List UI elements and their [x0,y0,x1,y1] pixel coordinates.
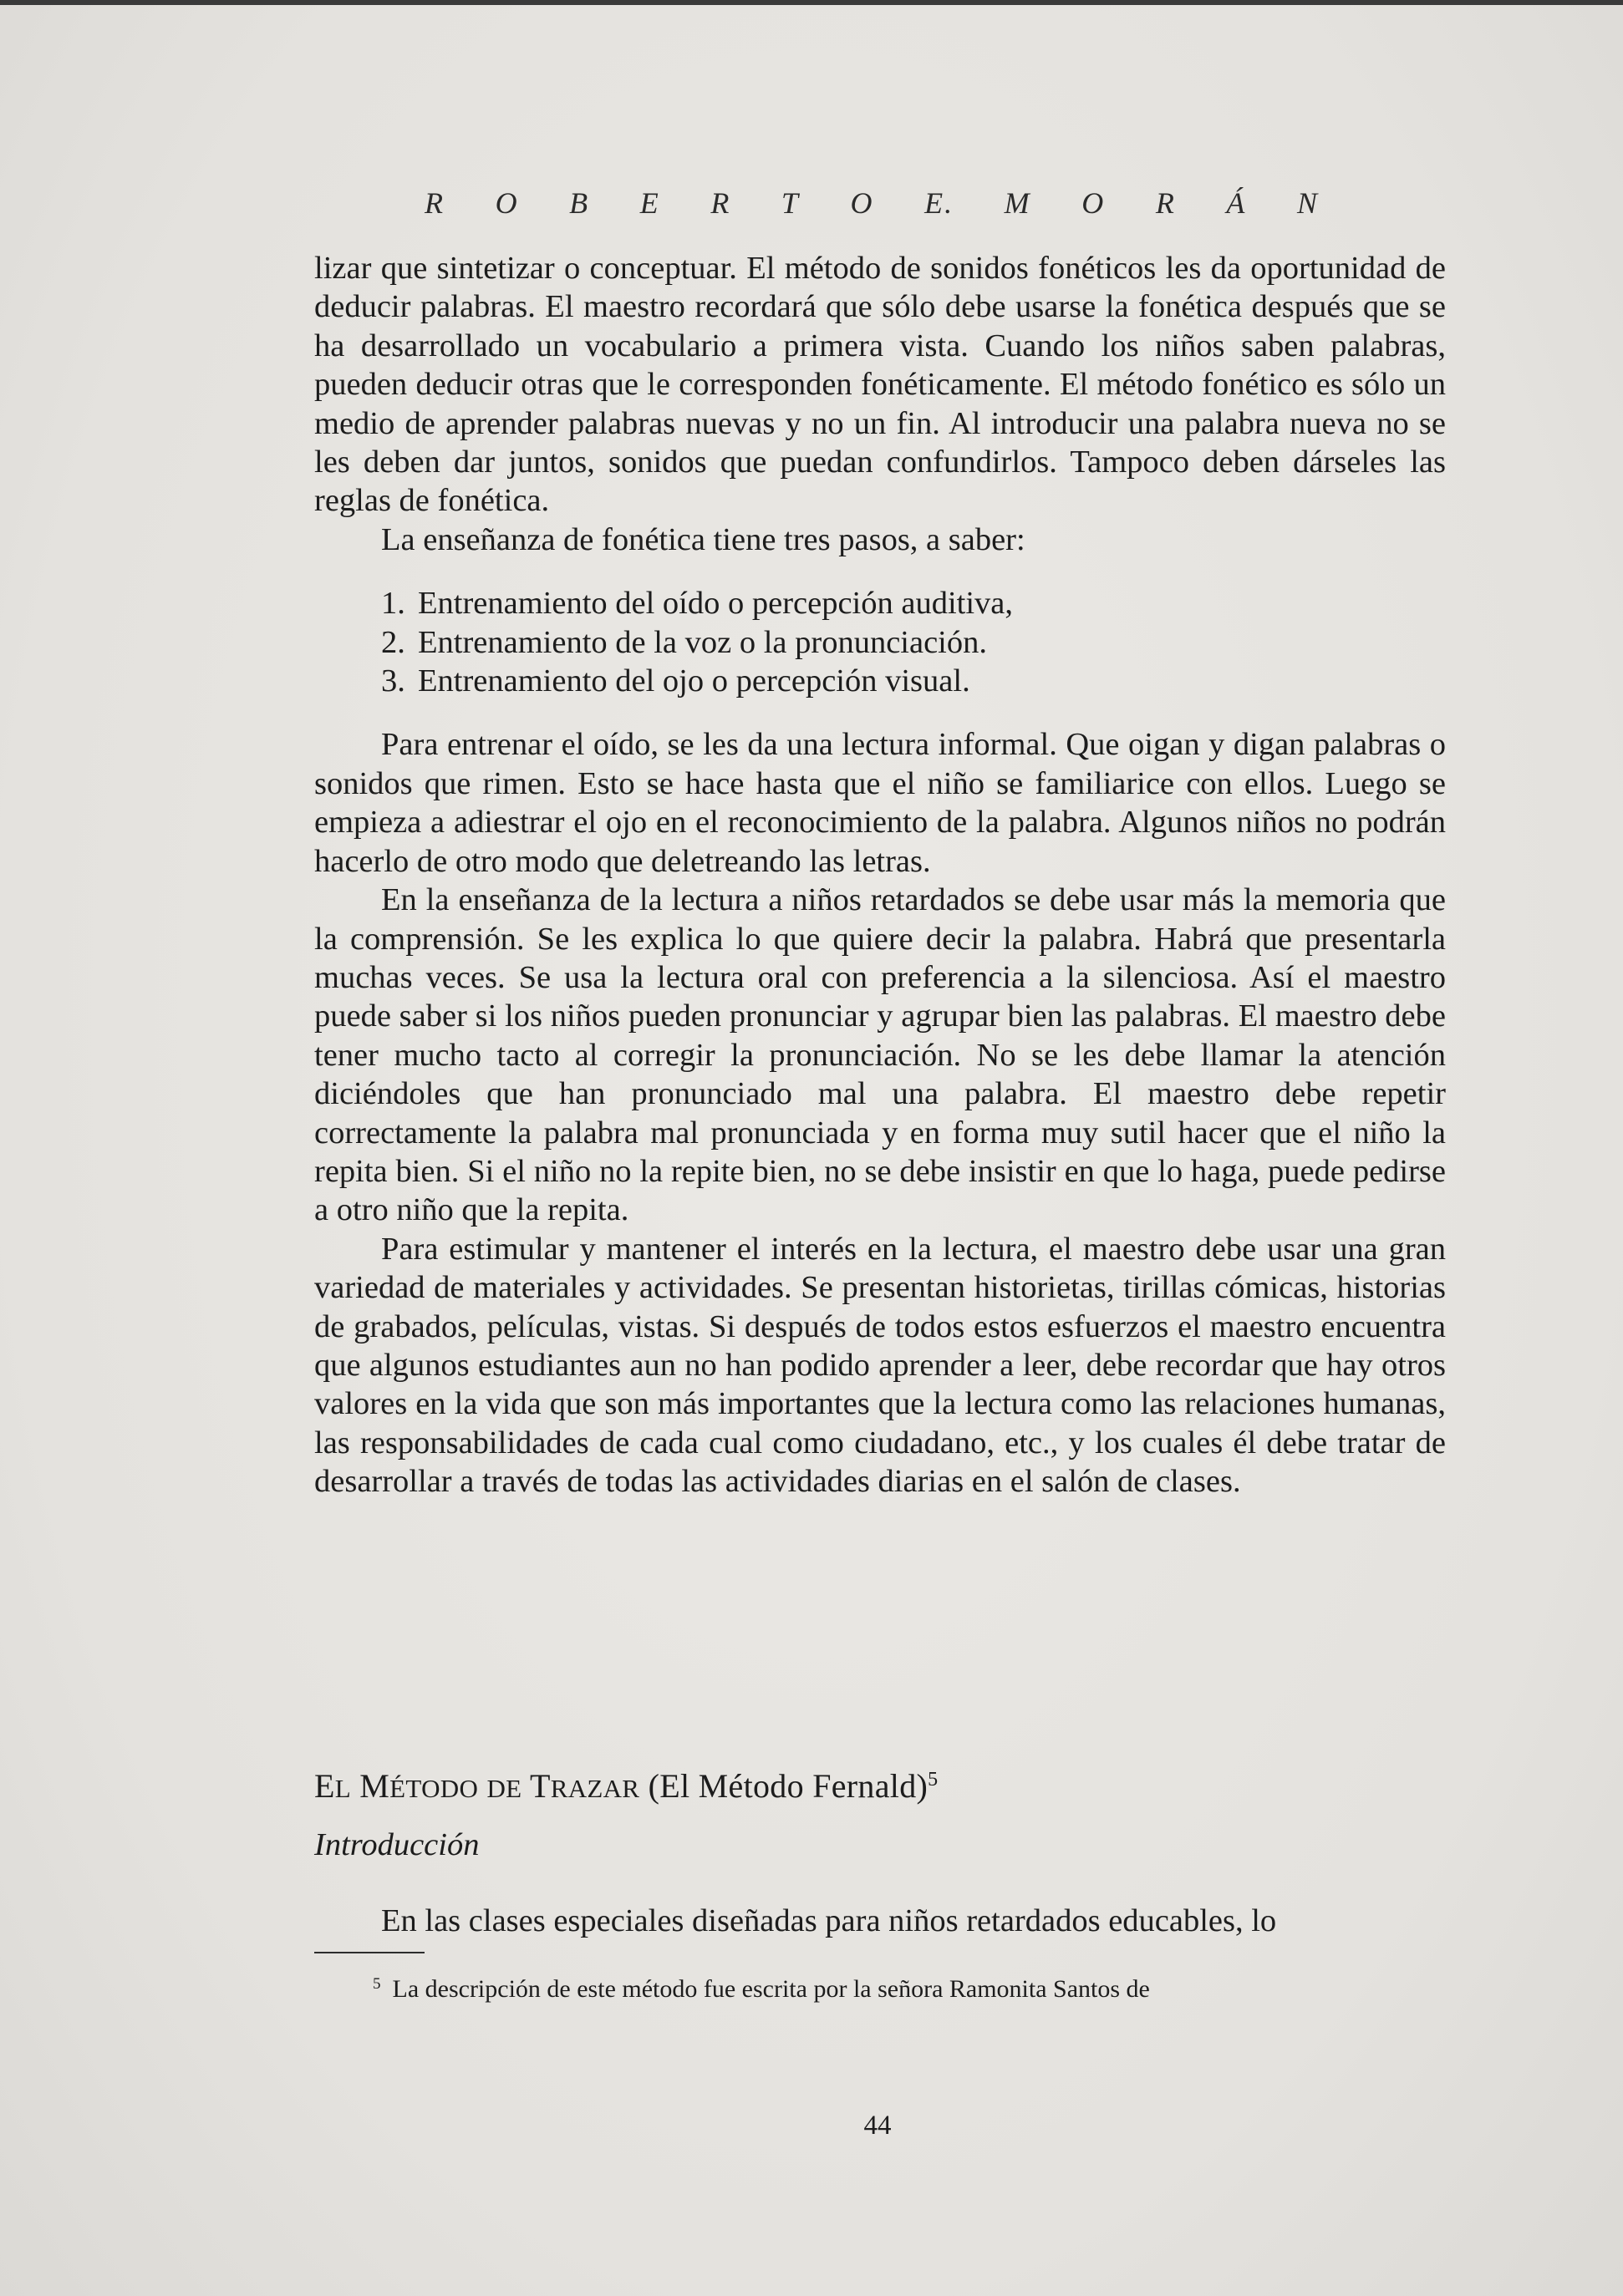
running-head-letter: R [710,186,731,220]
intro-paragraph: En las clases especiales diseñadas para niños retardados educables, lo [381,1903,1277,1938]
list-item-number: 3. [381,663,405,699]
page-number: 44 [863,2111,892,2141]
running-head-letter: R [1155,186,1176,220]
paragraph: Para entrenar el oído, se les da una lectura informal. Que oigan y digan palabras o sonidos que rimen. Esto se hace hasta que el niño se familiarice con ellos. Luego se empieza a adiestrar el ojo en el reconocimiento de la palabra. Algunos niños no podrán hacerlo de otro modo que deletreando las letras. [314,727,1446,879]
list-item-text: Entrenamiento del ojo o percepción visual. [418,663,970,699]
section-heading-paren: (El Método Fernald) [648,1767,929,1805]
footnote-mark: 5 [373,1975,381,1993]
footnote-rule [314,1952,425,1953]
running-head-letter: O [495,186,519,220]
running-head-letter: O [1081,186,1106,220]
section-heading: EL MÉTODO DE TRAZAR (El Método Fernald)$^5$ [314,1767,939,1805]
paragraph: La enseñanza de fonética tiene tres pasos, a saber: [381,521,1025,557]
running-head-letter: N [1296,186,1319,220]
steps-list [381,584,1446,700]
running-head-letter: M [1004,186,1031,220]
subsection-heading: Introducción [314,1827,480,1862]
list-item-text: Entrenamiento del oído o percepción auditiva, [418,586,1014,622]
list-item [381,584,1446,622]
page-top-edge [0,0,1623,5]
running-head-letter: Á [1226,186,1247,220]
running-head-letter: R [425,186,445,220]
paragraph: Para estimular y mantener el interés en la lectura, el maestro debe usar una gran variedad de materiales y actividades. Se presentan historietas, tirillas cómicas, historias de grabados, películas, vistas. Si después de todos estos esfuerzos el maestro encuentra que algunos estudiantes aun no han podido aprender a leer, debe recordar que hay otros valores en la vida que son más importantes que la lectura como las relaciones humanas, las responsabilidades de cada cual como ciudadano, etc., y los cuales él debe tratar de desarrollar a través de todas las actividades diarias en el salón de clases. [314,1231,1446,1500]
running-head-letter: E. [924,186,954,220]
body-text [314,249,1446,1501]
running-head-letter: O [850,186,874,220]
paragraph: En la enseñanza de la lectura a niños retardados se debe usar más la memoria que la comprensión. Se les explica lo que quiere decir la palabra. Habrá que presentarla muchas veces. Se usa la lectura oral con preferencia a la silenciosa. Así el maestro puede saber si los niños pueden pronunciar y agrupar bien las palabras. El maestro debe tener mucho tacto al corregir la pronunciación. No se les debe llamar la atención diciéndoles que han pronunciado mal una palabra. El maestro debe repetir correctamente la palabra mal pronunciada y en forma muy sutil hacer que el niño la repita bien. Si el niño no la repite bien, no se debe insistir en que lo haga, puede pedirse a otro niño que la repita. [314,882,1446,1228]
list-item [381,662,1446,700]
running-head-letter: B [569,186,590,220]
footnote-text: La descripción de este método fue escrita por la señora Ramonita Santos de [392,1975,1150,2003]
footnote-reference: 5 [928,1769,939,1791]
running-head-letter: E [639,186,660,220]
paragraph: lizar que sintetizar o conceptuar. El método de sonidos fonéticos les da oportunidad de deducir palabras. El maestro recordará que sólo debe usarse la fonética después que se ha desarrollado un vocabulario a primera vista. Cuando los niños saben palabras, pueden deducir otras que le corresponden fonéticamente. El método fonético es sólo un medio de aprender palabras nuevas y no un fin. Al introducir una palabra nueva no se les deben dar juntos, sonidos que puedan confundirlos. Tampoco deben dárseles las reglas de fonética. [314,251,1446,519]
running-head [425,185,1319,221]
list-item [381,623,1446,662]
list-item-number: 1. [381,586,405,622]
footnote [314,1968,1446,2005]
list-item-number: 2. [381,624,405,660]
running-head-letter: T [781,186,800,220]
list-item-text: Entrenamiento de la voz o la pronunciación. [418,624,987,660]
